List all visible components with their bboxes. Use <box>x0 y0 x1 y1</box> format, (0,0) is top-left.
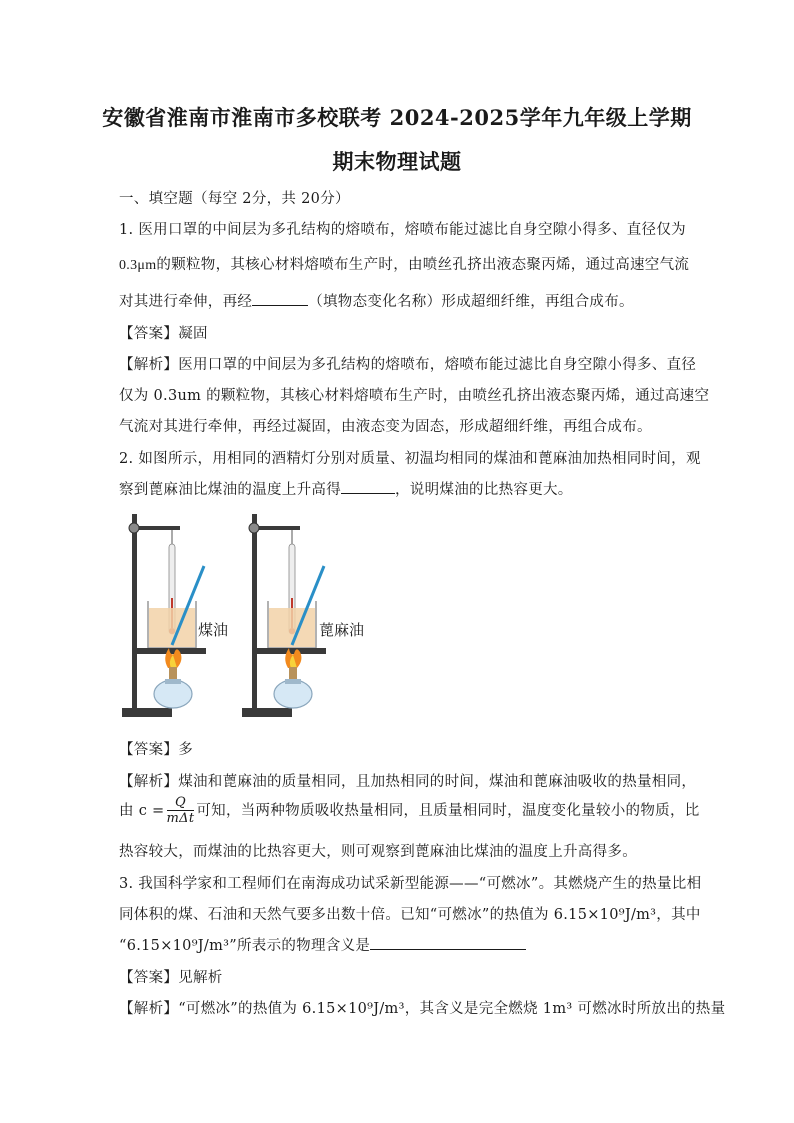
q2-analysis-line2-text: 可知，当两种物质吸收热量相同，且质量相同时，温度变化量较小的物质，比 <box>196 803 700 819</box>
q3-line3 <box>119 934 526 955</box>
q2-line2-b: ，说明煤油的比热容更大。 <box>395 482 573 498</box>
q2-blank[interactable] <box>341 479 395 494</box>
q1-line2 <box>119 253 689 274</box>
label-castor-oil: 蓖麻油 <box>319 621 365 639</box>
formula-numerator: Q <box>167 796 195 811</box>
q2-line1: 2. 如图所示，用相同的酒精灯分别对质量、初温均相同的煤油和蓖麻油加热相同时间，观 <box>119 451 701 467</box>
q1-line2-text: 的颗粒物，其核心材料熔喷布生产时，由喷丝孔挤出液态聚丙烯，通过高速空气流 <box>156 257 690 273</box>
q1-line3-b: （填物态变化名称）形成超细纤维，再组合成布。 <box>308 294 634 310</box>
kerosene-apparatus <box>122 514 206 717</box>
q2-line2-a: 察到蓖麻油比煤油的温度上升高得 <box>119 482 341 498</box>
q3-line3-text: “6.15×10⁹J/m³”所表示的物理含义是 <box>119 938 371 954</box>
q1-line3-a: 对其进行牵伸，再经 <box>119 294 253 310</box>
q1-line3 <box>119 290 634 311</box>
section-heading: 一、填空题（每空 2分，共 20分） <box>119 191 350 207</box>
q1-analysis-line1: 【解析】医用口罩的中间层为多孔结构的熔喷布，熔喷布能过滤比自身空隙小得多、直径 <box>119 357 697 373</box>
q3-answer: 【答案】见解析 <box>119 970 223 986</box>
label-kerosene: 煤油 <box>198 621 229 639</box>
q2-analysis-line1: 【解析】煤油和蓖麻油的质量相同，且加热相同的时间，煤油和蓖麻油吸收的热量相同， <box>119 774 697 790</box>
q1-analysis-line3: 气流对其进行牵伸，再经过凝固，由液态变为固态，形成超细纤维，再组合成布。 <box>119 419 652 435</box>
castor-oil-apparatus <box>242 514 326 717</box>
specific-heat-formula <box>167 796 195 826</box>
apparatus-illustration <box>118 508 378 723</box>
formula-prefix: 由 c = <box>119 803 165 819</box>
q1-value: 0.3μm <box>119 258 157 273</box>
q1-answer: 【答案】凝固 <box>119 326 208 342</box>
q2-analysis-line2 <box>119 796 700 826</box>
q1-analysis-line2: 仅为 0.3um 的颗粒物，其核心材料熔喷布生产时，由喷丝孔挤出液态聚丙烯，通过高速空 <box>119 388 710 404</box>
page-title-line2: 期末物理试题 <box>332 149 462 174</box>
q3-blank[interactable] <box>370 935 526 950</box>
page-title-line1: 安徽省淮南市淮南市多校联考 2024-2025学年九年级上学期 <box>102 105 692 130</box>
heating-apparatus-figure <box>118 508 378 723</box>
q3-analysis-line1: 【解析】“可燃冰”的热值为 6.15×10⁹J/m³，其含义是完全燃烧 1m³ 可燃冰时所放出的热量 <box>119 1001 726 1017</box>
q1-blank[interactable] <box>252 291 308 306</box>
q2-answer: 【答案】多 <box>119 742 193 758</box>
q1-line1: 1. 医用口罩的中间层为多孔结构的熔喷布，熔喷布能过滤比自身空隙小得多、直径仅为 <box>119 222 686 238</box>
q3-line1: 3. 我国科学家和工程师们在南海成功试采新型能源——“可燃冰”。其燃烧产生的热量比相 <box>119 876 702 892</box>
q3-line2: 同体积的煤、石油和天然气要多出数十倍。已知“可燃冰”的热值为 6.15×10⁹J/m³，其中 <box>119 907 701 923</box>
q2-line2 <box>119 478 573 499</box>
q2-analysis-line3: 热容较大，而煤油的比热容更大，则可观察到蓖麻油比煤油的温度上升高得多。 <box>119 844 637 860</box>
formula-denominator: mΔt <box>166 811 195 826</box>
